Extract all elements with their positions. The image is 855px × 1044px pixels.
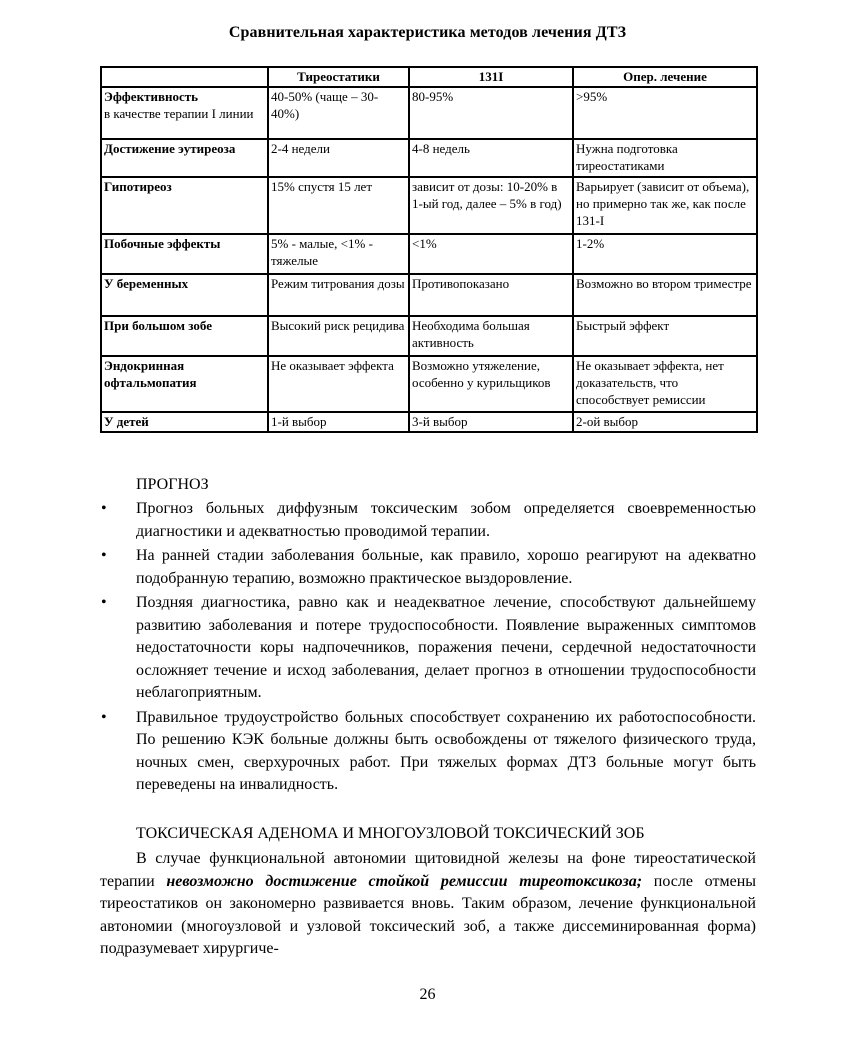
list-item — [100, 707, 756, 797]
row-label — [101, 87, 268, 139]
section-heading: ТОКСИЧЕСКАЯ АДЕНОМА И МНОГОУЗЛОВОЙ ТОКСИЧЕСКИЙ ЗОБ — [136, 825, 645, 842]
table-row — [101, 412, 757, 432]
list-item-text: Поздняя диагностика, равно как и неадекватное лечение, способствуют дальнейшему развитию заболевания и потере трудоспособности. Появление выраженных симптомов недостаточности коры надпочечников, поражения печени, сердечной недостаточности осложняет течение и исход заболевания, делает прогноз в отношении трудоспособности неблагоприятным. — [136, 594, 756, 701]
table-cell: Варьирует (зависит от объема), но примерно так же, как после 131-I — [573, 177, 757, 234]
row-sublabel: в качестве терапии I линии — [104, 106, 254, 121]
list-item-text: На ранней стадии заболевания больные, как правило, хорошо реагируют на адекватно подобранную терапию, возможно практическое выздоровление. — [136, 547, 756, 587]
row-label-text: Эффективность — [104, 89, 198, 104]
table-cell: Быстрый эффект — [573, 316, 757, 356]
table-cell: 80-95% — [409, 87, 573, 139]
table-cell: Возможно во втором триместре — [573, 274, 757, 316]
table-cell: 3-й выбор — [409, 412, 573, 432]
list-item-text: Правильное трудоустройство больных способствует сохранению их работоспособности. По решению КЭК больные должны быть освобождены от тяжелого физического труда, ночных смен, сверхурочных работ. При тяжелых формах ДТЗ больные могут быть переведены на инвалидность. — [136, 708, 756, 793]
table-row — [101, 139, 757, 177]
row-label: Достижение эутиреоза — [101, 139, 268, 177]
emphasized-text: невозможно достижение стойкой ремиссии тиреотоксикоза; — [166, 872, 643, 890]
bullet-icon: • — [101, 500, 107, 517]
table-row — [101, 87, 757, 139]
table-cell: <1% — [409, 234, 573, 274]
table-cell: Необходима большая активность — [409, 316, 573, 356]
column-header — [101, 67, 268, 87]
table-cell: >95% — [573, 87, 757, 139]
table-row — [101, 356, 757, 412]
row-label: У беременных — [101, 274, 268, 316]
table-cell: Не оказывает эффекта, нет доказательств, что способствует ремиссии — [573, 356, 757, 412]
list-item — [100, 592, 756, 705]
column-header: Опер. лечение — [573, 67, 757, 87]
table-row — [101, 234, 757, 274]
bullet-icon: • — [101, 547, 107, 564]
table-cell: Противопоказано — [409, 274, 573, 316]
list-item — [100, 545, 756, 590]
table-cell: 4-8 недель — [409, 139, 573, 177]
comparison-table — [100, 66, 758, 433]
bullet-icon: • — [101, 708, 107, 726]
bullet-icon: • — [101, 594, 107, 611]
table-row — [101, 177, 757, 234]
row-label: Побочные эффекты — [101, 234, 268, 274]
table-cell: Не оказывает эффекта — [268, 356, 409, 412]
body-paragraph — [100, 848, 756, 961]
table-cell: 40-50% (чаще – 30-40%) — [268, 87, 409, 139]
table-cell: 5% - малые, <1% - тяжелые — [268, 234, 409, 274]
table-cell: зависит от дозы: 10-20% в 1-ый год, далее – 5% в год) — [409, 177, 573, 234]
table-header-row — [101, 67, 757, 87]
table-cell: Нужна подготовка тиреостатиками — [573, 139, 757, 177]
table-cell: 2-4 недели — [268, 139, 409, 177]
column-header: 131I — [409, 67, 573, 87]
column-header: Тиреостатики — [268, 67, 409, 87]
page-number: 26 — [419, 986, 436, 1003]
table-cell: 1-й выбор — [268, 412, 409, 432]
prognosis-list — [100, 498, 756, 799]
row-label: У детей — [101, 412, 268, 432]
row-label: Гипотиреоз — [101, 177, 268, 234]
table-cell: Высокий риск рецидива — [268, 316, 409, 356]
page-title: Сравнительная характеристика методов лечения ДТЗ — [228, 24, 627, 41]
list-item — [100, 498, 756, 543]
table-cell: Режим титрования дозы — [268, 274, 409, 316]
prognosis-heading: ПРОГНОЗ — [136, 476, 209, 493]
table-cell: Возможно утяжеление, особенно у курильщиков — [409, 356, 573, 412]
table-cell: 2-ой выбор — [573, 412, 757, 432]
table-cell: 1-2% — [573, 234, 757, 274]
list-item-text: Прогноз больных диффузным токсическим зобом определяется своевременностью диагностики и адекватностью проводимой терапии. — [136, 500, 756, 540]
table-row — [101, 316, 757, 356]
table-row — [101, 274, 757, 316]
table-cell: 15% спустя 15 лет — [268, 177, 409, 234]
row-label: Эндокринная офтальмопатия — [101, 356, 268, 412]
row-label: При большом зобе — [101, 316, 268, 356]
paragraph-text-end: после отмены тиреостатиков он закономерно развивается вновь. Таким образом, лечение функциональной автономии (многоузловой и узловой токсический зоб, а также диссеминированная форма) подразумевает хирургиче- — [100, 872, 757, 957]
paragraph-text-start: В случае функциональной автономии щитовидной железы на фоне тиреостатической терапии — [100, 850, 756, 890]
